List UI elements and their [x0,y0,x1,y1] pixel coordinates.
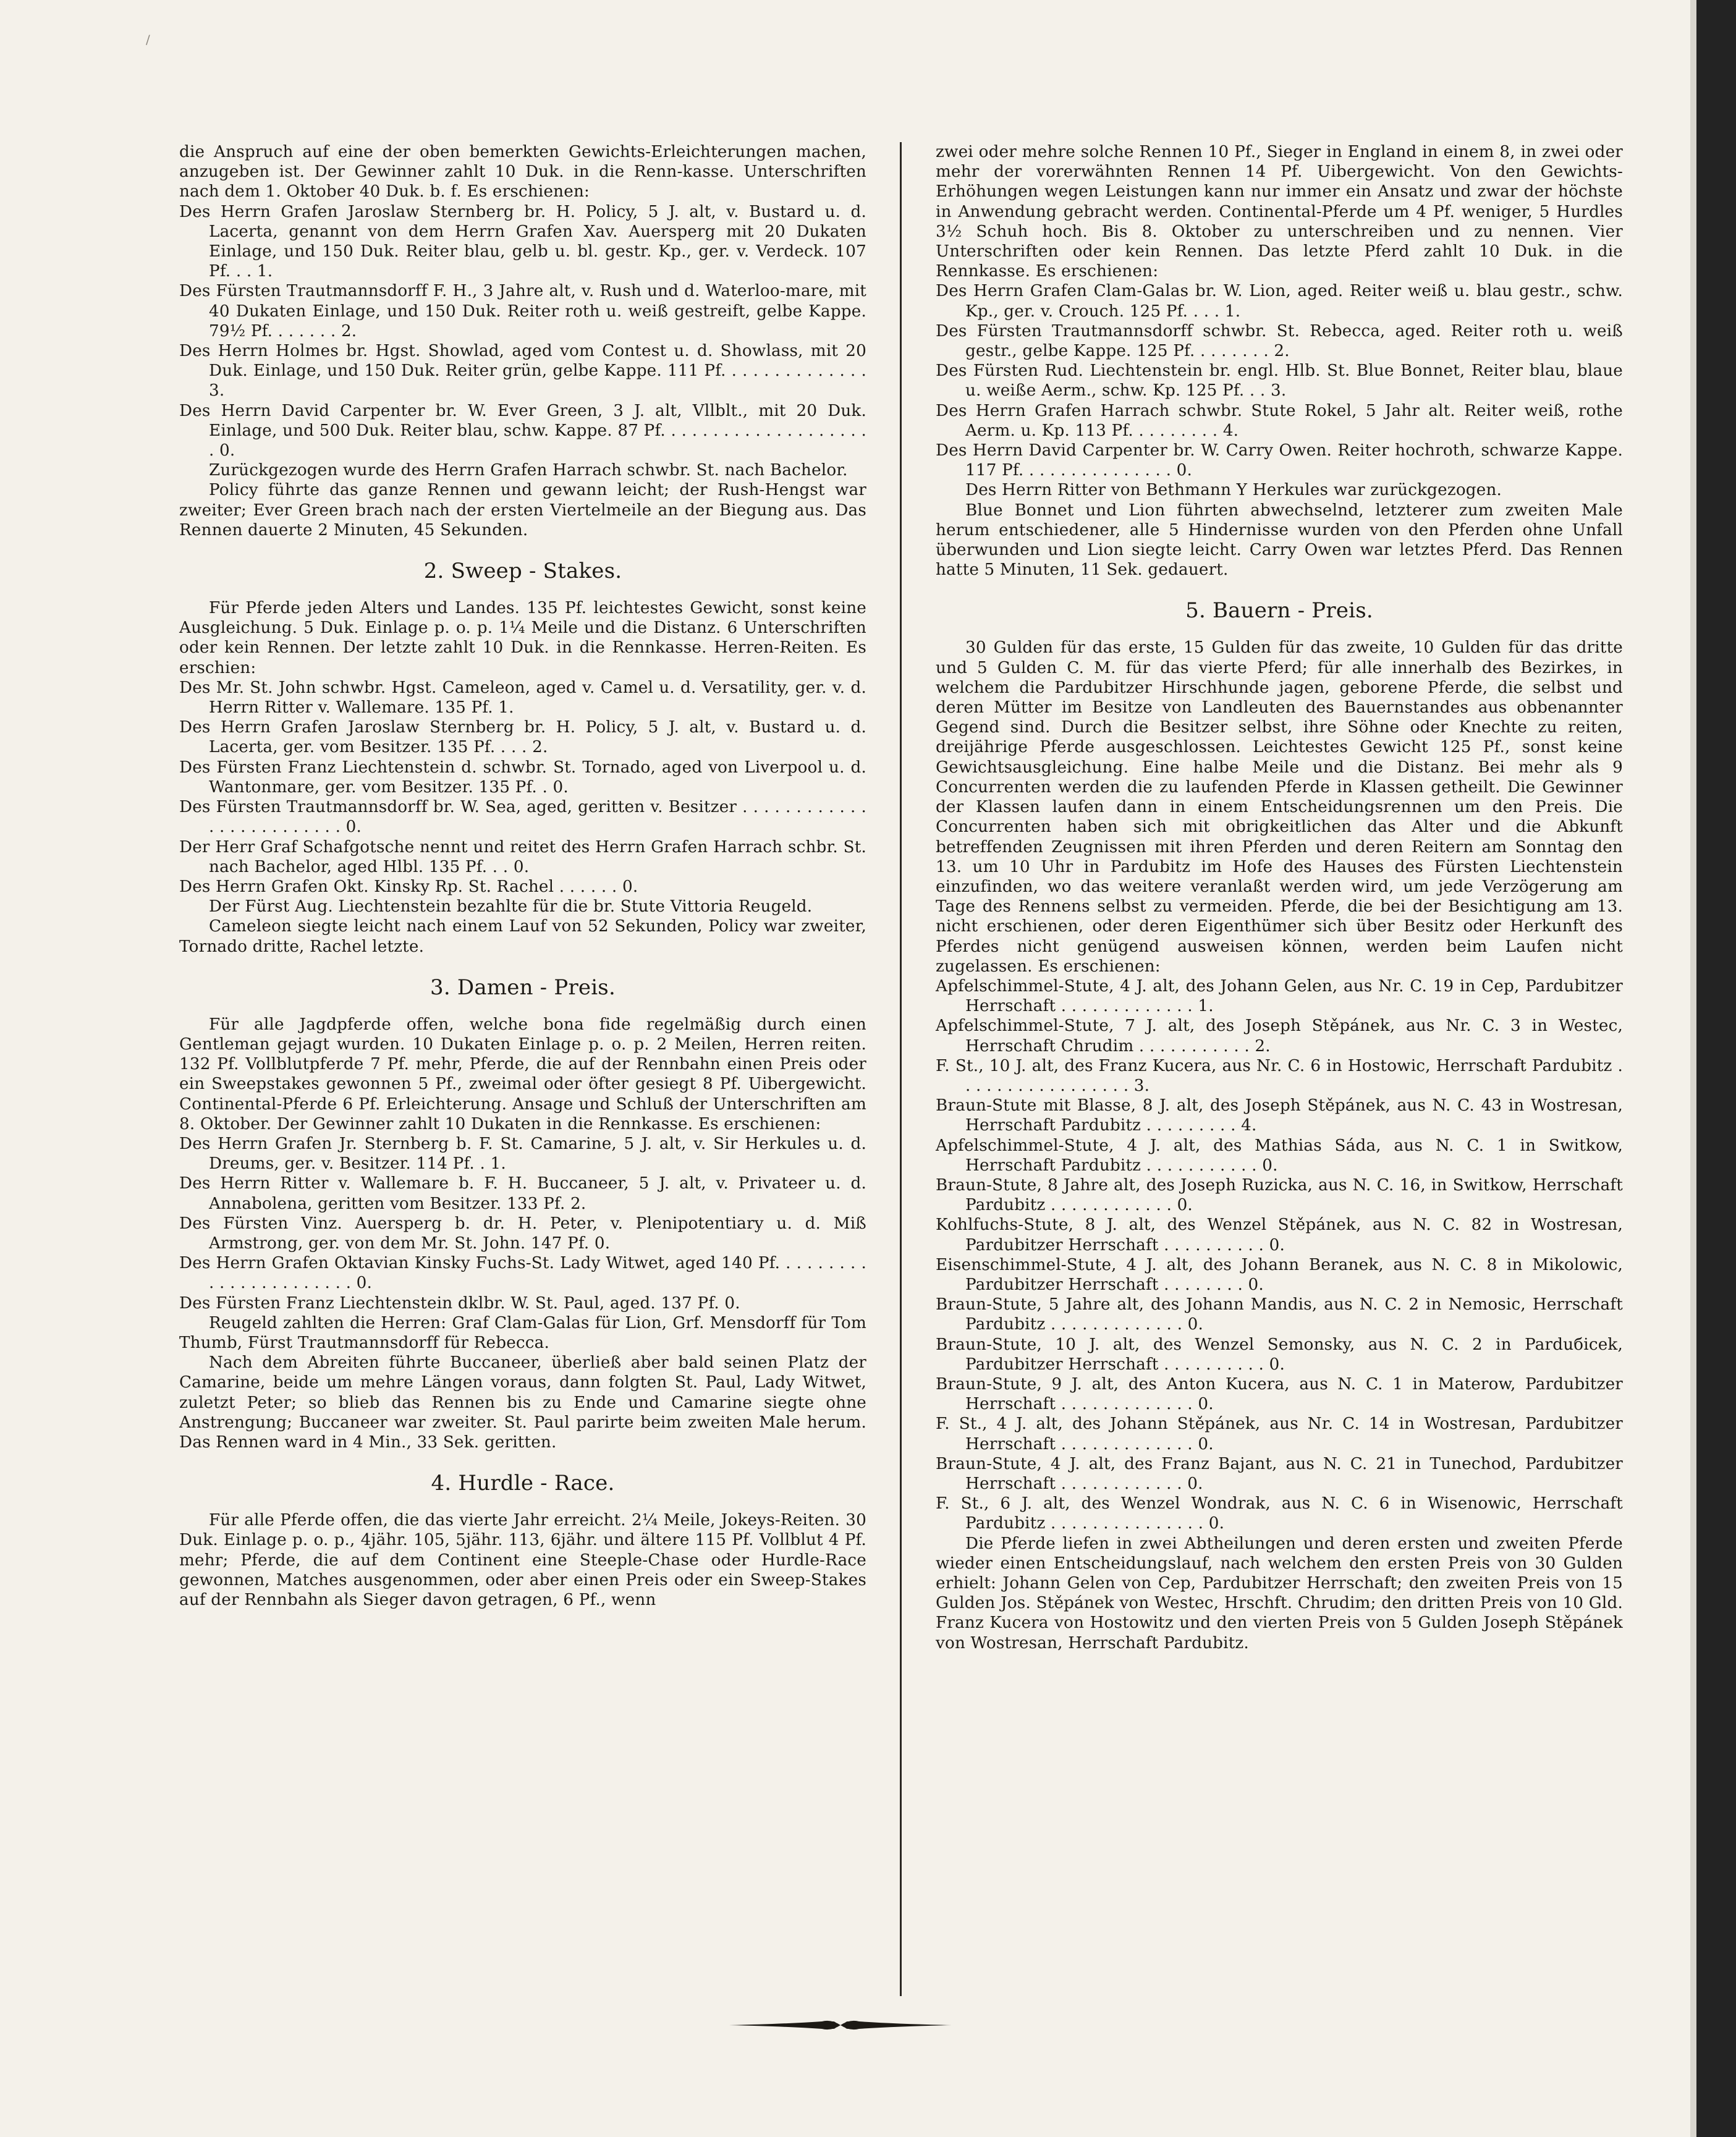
race-entry: Des Fürsten Vinz. Auersperg b. dr. H. Peter, v. Plenipotentiary u. d. Miß Armstrong, ger. von dem Mr. St. John. 147 Pf. 0. [179,1214,866,1253]
section-heading-bauern-preis: 5. Bauern - Preis. [1185,598,1373,624]
race-entry: Des Fürsten Franz Liechtenstein d. schwbr. St. Tornado, aged von Liverpool u. d. Wantonmare, ger. vom Besitzer. 135 Pf. . 0. [179,758,866,797]
paragraph: Nach dem Abreiten führte Buccaneer, überließ aber bald seinen Platz der Camarine, beide um mehre Längen voraus, dann folgten St. Paul, Lady Witwet, zuletzt Peter; so blieb das Rennen bis zu Ende und Camarine siegte ohne Anstrengung; Buccaneer war zweiter. St. Paul parirte beim zweiten Male herum. Das Rennen ward in 4 Min., 33 Sek. geritten. [179,1353,866,1452]
paragraph: die Anspruch auf eine der oben bemerkten Gewichts-Erleichterungen machen, anzugeben ist. Der Gewinner zahlt 10 Duk. in die Renn-kasse. Unterschriften nach dem 1. Oktober 40 Duk. b. f. Es erschienen: [179,143,866,201]
race-entry: Des Herrn Grafen Oktavian Kinsky Fuchs-St. Lady Witwet, aged 140 Pf. . . . . . . . . . . . . . . . . . . . . . . 0. [179,1254,866,1293]
race-entry: F. St., 10 J. alt, des Franz Kucera, aus Nr. C. 6 in Hostowic, Herrschaft Pardubitz . . . . . . . . . . . . . . . . . 3. [936,1056,1623,1095]
section-heading-sweep-stakes: 2. Sweep - Stakes. [423,559,622,584]
race-entry: Braun-Stute, 9 J. alt, des Anton Kucera, aus N. C. 1 in Materow, Pardubitzer Herrschaft . . . . . . . . . . . . . 0. [936,1374,1623,1414]
section-heading-damen-preis: 3. Damen - Preis. [430,975,616,1000]
paragraph: Blue Bonnet und Lion führten abwechselnd, letzterer zum zweiten Male herum entschiedener, alle 5 Hindernisse wurden von den Pferden ohne Unfall überwunden und Lion siegte leicht. Carry Owen war letztes Pferd. Das Rennen hatte 5 Minuten, 11 Sek. gedauert. [936,501,1623,580]
paragraph: Policy führte das ganze Rennen und gewann leicht; der Rush-Hengst war zweiter; Ever Green brach nach der ersten Viertelmeile an der Biegung aus. Das Rennen dauerte 2 Minuten, 45 Sekunden. [179,481,866,540]
race-entry: Braun-Stute, 4 J. alt, des Franz Bajant, aus N. C. 21 in Tunechod, Pardubitzer Herrschaft . . . . . . . . . . . . 0. [936,1454,1623,1493]
race-entry: Des Herrn Grafen Jaroslaw Sternberg br. H. Policy, 5 J. alt, v. Bustard u. d. Lacerta, ger. vom Besitzer. 135 Pf. . . . 2. [179,718,866,757]
race-entry: Apfelschimmel-Stute, 4 J. alt, des Johann Gelen, aus Nr. C. 19 in Cep, Pardubitzer Herrschaft . . . . . . . . . . . . . 1. [936,976,1623,1016]
race-entry: F. St., 6 J. alt, des Wenzel Wondrak, aus N. C. 6 in Wisenowic, Herrschaft Pardubitz . . . . . . . . . . . . . . . 0. [936,1494,1623,1533]
stray-mark: / [146,32,150,47]
paragraph: zwei oder mehre solche Rennen 10 Pf., Sieger in England in einem 8, in zwei oder mehr der vorerwähnten Rennen 14 Pf. Uibergewicht. Von den Gewichts-Erhöhungen wegen Leistungen kann nur immer ein Ansatz und zwar der höchste in Anwendung gebracht werden. Continental-Pferde um 4 Pf. weniger, 5 Hurdles 3½ Schuh hoch. Bis 8. Oktober zu unterschreiben und zu nennen. Vier Unterschriften oder kein Rennen. Das letzte Pferd zahlt 10 Duk. in die Rennkasse. Es erschienen: [936,143,1623,281]
ornamental-rule [729,2016,952,2034]
race-entry: Kohlfuchs-Stute, 8 J. alt, des Wenzel Stěpánek, aus N. C. 82 in Wostresan, Pardubitzer Herrschaft . . . . . . . . . . 0. [936,1216,1623,1255]
race-entry: Des Fürsten Rud. Liechtenstein br. engl. Hlb. St. Blue Bonnet, Reiter blau, blaue u. weiße Aerm., schw. Kp. 125 Pf. . . 3. [936,362,1623,400]
paragraph: 30 Gulden für das erste, 15 Gulden für das zweite, 10 Gulden für das dritte und 5 Gulden C. M. für das vierte Pferd; für alle innerhalb des Bezirkes, in welchem die Pardubitzer Hirschhunde jagen, geborene Pferde, die selbst und deren Mütter im Besitze von Landleuten des Bauernstandes aus obbenannter Gegend sind. Durch die Besitzer selbst, ihre Söhne oder Knechte zu reiten, dreijährige Pferde ausgeschlossen. Leichtestes Gewicht 125 Pf., sonst keine Gewichtsausgleichung. Eine halbe Meile und die Distanz. Bei mehr als 9 Concurrenten werden die zu laufenden Pferde in Klassen getheilt. Die Gewinner der Klassen laufen dann in einem Entscheidungsrennen um den Preis. Die Concurrenten haben sich mit obrigkeitlichen das Alter und die Abkunft betreffenden Zeugnissen mit ihren Pferden und deren Reitern am Sonntag den 13. um 10 Uhr in Pardubitz im Hofe des Hauses des Fürsten Liechtenstein einzufinden, wo das weitere veranlaßt werden wird, um jede Verzögerung am Tage des Rennens selbst zu vermeiden. Pferde, die bei der Besichtigung am 13. nicht erschienen, oder deren Eigenthümer sich über Besitz oder Herkunft des Pferdes nicht genügend ausweisen können, werden beim Laufen nicht zugelassen. Es erschienen: [936,638,1623,976]
race-entry: Des Fürsten Trautmannsdorff schwbr. St. Rebecca, aged. Reiter roth u. weiß gestr., gelbe Kappe. 125 Pf. . . . . . . . 2. [936,321,1623,361]
race-entry: Des Herrn Grafen Harrach schwbr. Stute Rokel, 5 Jahr alt. Reiter weiß, rothe Aerm. u. Kp. 113 Pf. . . . . . . . . 4. [936,401,1623,440]
race-entry: Braun-Stute mit Blasse, 8 J. alt, des Joseph Stěpánek, aus N. C. 43 in Wostresan, Herrschaft Pardubitz . . . . . . . . . 4. [936,1096,1623,1135]
paragraph: Des Herrn Ritter von Bethmann Y Herkules war zurückgezogen. [965,481,1502,500]
paragraph: Für alle Jagdpferde offen, welche bona fide regelmäßig durch einen Gentleman gejagt wurden. 10 Dukaten Einlage p. o. p. 2 Meilen, Herren reiten. 132 Pf. Vollblutpferde 7 Pf. mehr, Pferde, die auf der Rennbahn einen Preis oder ein Sweepstakes gewonnen 5 Pf., zweimal oder öfter gesiegt 8 Pf. Uibergewicht. Continental-Pferde 6 Pf. Erleichterung. Ansage und Schluß der Unterschriften am 8. Oktober. Der Gewinner zahlt 10 Dukaten in die Rennkasse. Es erschienen: [179,1015,866,1133]
paragraph: Cameleon siegte leicht nach einem Lauf von 52 Sekunden, Policy war zweiter, Tornado dritte, Rachel letzte. [179,917,866,956]
paragraph: Für alle Pferde offen, die das vierte Jahr erreicht. 2¼ Meile, Jokeys-Reiten. 30 Duk. Einlage p. o. p., 4jähr. 105, 5jähr. 113, 6jähr. und ältere 115 Pf. Vollblut 4 Pf. mehr; Pferde, die auf dem Continent eine Steeple-Chase oder Hurdle-Race gewonnen, Matches ausgenommen, oder aber einen Preis oder ein Sweep-Stakes auf der Rennbahn als Sieger davon getragen, 6 Pf., wenn [179,1511,866,1609]
race-entry: Braun-Stute, 8 Jahre alt, des Joseph Ruzicka, aus N. C. 16, in Switkow, Herrschaft Pardubitz . . . . . . . . . . . . 0. [936,1175,1623,1215]
race-entry: Des Fürsten Franz Liechtenstein dklbr. W. St. Paul, aged. 137 Pf. 0. [179,1293,740,1313]
race-entry: Braun-Stute, 10 J. alt, des Wenzel Semonsky, aus N. C. 2 in Parduбicek, Pardubitzer Herrschaft . . . . . . . . . . 0. [936,1335,1623,1374]
section-heading-hurdle-race: 4. Hurdle - Race. [431,1471,615,1496]
race-entry: Des Herrn Grafen Clam-Galas br. W. Lion, aged. Reiter weiß u. blau gestr., schw. Kp., ger. v. Crouch. 125 Pf. . . . 1. [936,282,1623,321]
race-entry: Der Herr Graf Schafgotsche nennt und reitet des Herrn Grafen Harrach schbr. St. nach Bachelor, aged Hlbl. 135 Pf. . . 0. [179,837,866,876]
paragraph: Reugeld zahlten die Herren: Graf Clam-Galas für Lion, Grf. Mensdorff für Tom Thumb, Fürst Trautmannsdorff für Rebecca. [179,1313,866,1352]
race-entry: Apfelschimmel-Stute, 4 J. alt, des Mathias Sáda, aus N. C. 1 in Switkow, Herrschaft Pardubitz . . . . . . . . . . . 0. [936,1136,1623,1175]
column-divider [900,142,902,1996]
scanner-edge [1696,0,1736,2137]
race-entry: Des Herrn Grafen Okt. Kinsky Rp. St. Rachel . . . . . . 0. [179,877,638,896]
scan-margin [1690,0,1696,2137]
paragraph: Für Pferde jeden Alters und Landes. 135 Pf. leichtestes Gewicht, sonst keine Ausgleichung. 5 Duk. Einlage p. o. p. 1¼ Meile und die Distanz. 6 Unterschriften oder kein Rennen. Der letzte zahlt 10 Duk. in die Rennkasse. Herren-Reiten. Es erschien: [179,599,866,677]
race-entry: Des Herrn David Carpenter br. W. Carry Owen. Reiter hochroth, schwarze Kappe. 117 Pf. . . . . . . . . . . . . . . 0. [936,441,1623,480]
right-column [936,142,1623,1653]
race-entry: Des Herrn David Carpenter br. W. Ever Green, 3 J. alt, Vllblt., mit 20 Duk. Einlage, und 500 Duk. Reiter blau, schw. Kappe. 87 Pf. . . . . . . . . . . . . . . . . . . . . 0. [179,401,866,460]
race-entry: Braun-Stute, 5 Jahre alt, des Johann Mandis, aus N. C. 2 in Nemosic, Herrschaft Pardubitz . . . . . . . . . . . . . 0. [936,1295,1623,1334]
race-entry: Des Herrn Grafen Jaroslaw Sternberg br. H. Policy, 5 J. alt, v. Bustard u. d. Lacerta, genannt von dem Herrn Grafen Xav. Auersperg mit 20 Dukaten Einlage, und 150 Duk. Reiter blau, gelb u. bl. gestr. Kp., ger. v. Verdeck. 107 Pf. . . 1. [179,202,866,281]
race-entry: Des Herrn Holmes br. Hgst. Showlad, aged vom Contest u. d. Showlass, mit 20 Duk. Einlage, und 150 Duk. Reiter grün, gelbe Kappe. 111 Pf. . . . . . . . . . . . . . 3. [179,342,866,400]
left-column [179,142,866,1610]
race-entry: Des Mr. St. John schwbr. Hgst. Cameleon, aged v. Camel u. d. Versatility, ger. v. d. Herrn Ritter v. Wallemare. 135 Pf. 1. [179,678,866,717]
paragraph: Zurückgezogen wurde des Herrn Grafen Harrach schwbr. St. nach Bachelor. [209,461,848,480]
race-entry: Des Fürsten Trautmannsdorff br. W. Sea, aged, geritten v. Besitzer . . . . . . . . . . . . . . . . . . . . . . . . . 0. [179,798,866,837]
newspaper-page [179,142,1623,1996]
race-entry: Apfelschimmel-Stute, 7 J. alt, des Joseph Stěpánek, aus Nr. C. 3 in Westec, Herrschaft Chrudim . . . . . . . . . . . 2. [936,1017,1623,1056]
paragraph: Der Fürst Aug. Liechtenstein bezahlte für die br. Stute Vittoria Reugeld. [209,897,813,916]
paragraph: Die Pferde liefen in zwei Abtheilungen und deren ersten und zweiten Pferde wieder einen Entscheidungslauf, nach welchem den ersten Preis von 30 Gulden erhielt: Johann Gelen von Cep, Pardubitzer Herrschaft; den zweiten Preis von 15 Gulden Jos. Stěpánek von Westec, Hrschft. Chrudim; den dritten Preis von 10 Gld. Franz Kucera von Hostowitz und den vierten Preis von 5 Gulden Joseph Stěpánek von Wostresan, Herrschaft Pardubitz. [936,1534,1623,1652]
race-entry: F. St., 4 J. alt, des Johann Stěpánek, aus Nr. C. 14 in Wostresan, Pardubitzer Herrschaft . . . . . . . . . . . . . 0. [936,1415,1623,1454]
race-entry: Eisenschimmel-Stute, 4 J. alt, des Johann Beranek, aus N. C. 8 in Mikolowic, Pardubitzer Herrschaft . . . . . . . . 0. [936,1255,1623,1294]
race-entry: Des Herrn Grafen Jr. Sternberg b. F. St. Camarine, 5 J. alt, v. Sir Herkules u. d. Dreums, ger. v. Besitzer. 114 Pf. . 1. [179,1134,866,1174]
race-entry: Des Fürsten Trautmannsdorff F. H., 3 Jahre alt, v. Rush und d. Waterloo-mare, mit 40 Dukaten Einlage, und 150 Duk. Reiter roth u. weiß gestreift, gelbe Kappe. 79½ Pf. . . . . . . 2. [179,282,866,341]
race-entry: Des Herrn Ritter v. Wallemare b. F. H. Buccaneer, 5 J. alt, v. Privateer u. d. Annabolena, geritten vom Besitzer. 133 Pf. 2. [179,1174,866,1213]
